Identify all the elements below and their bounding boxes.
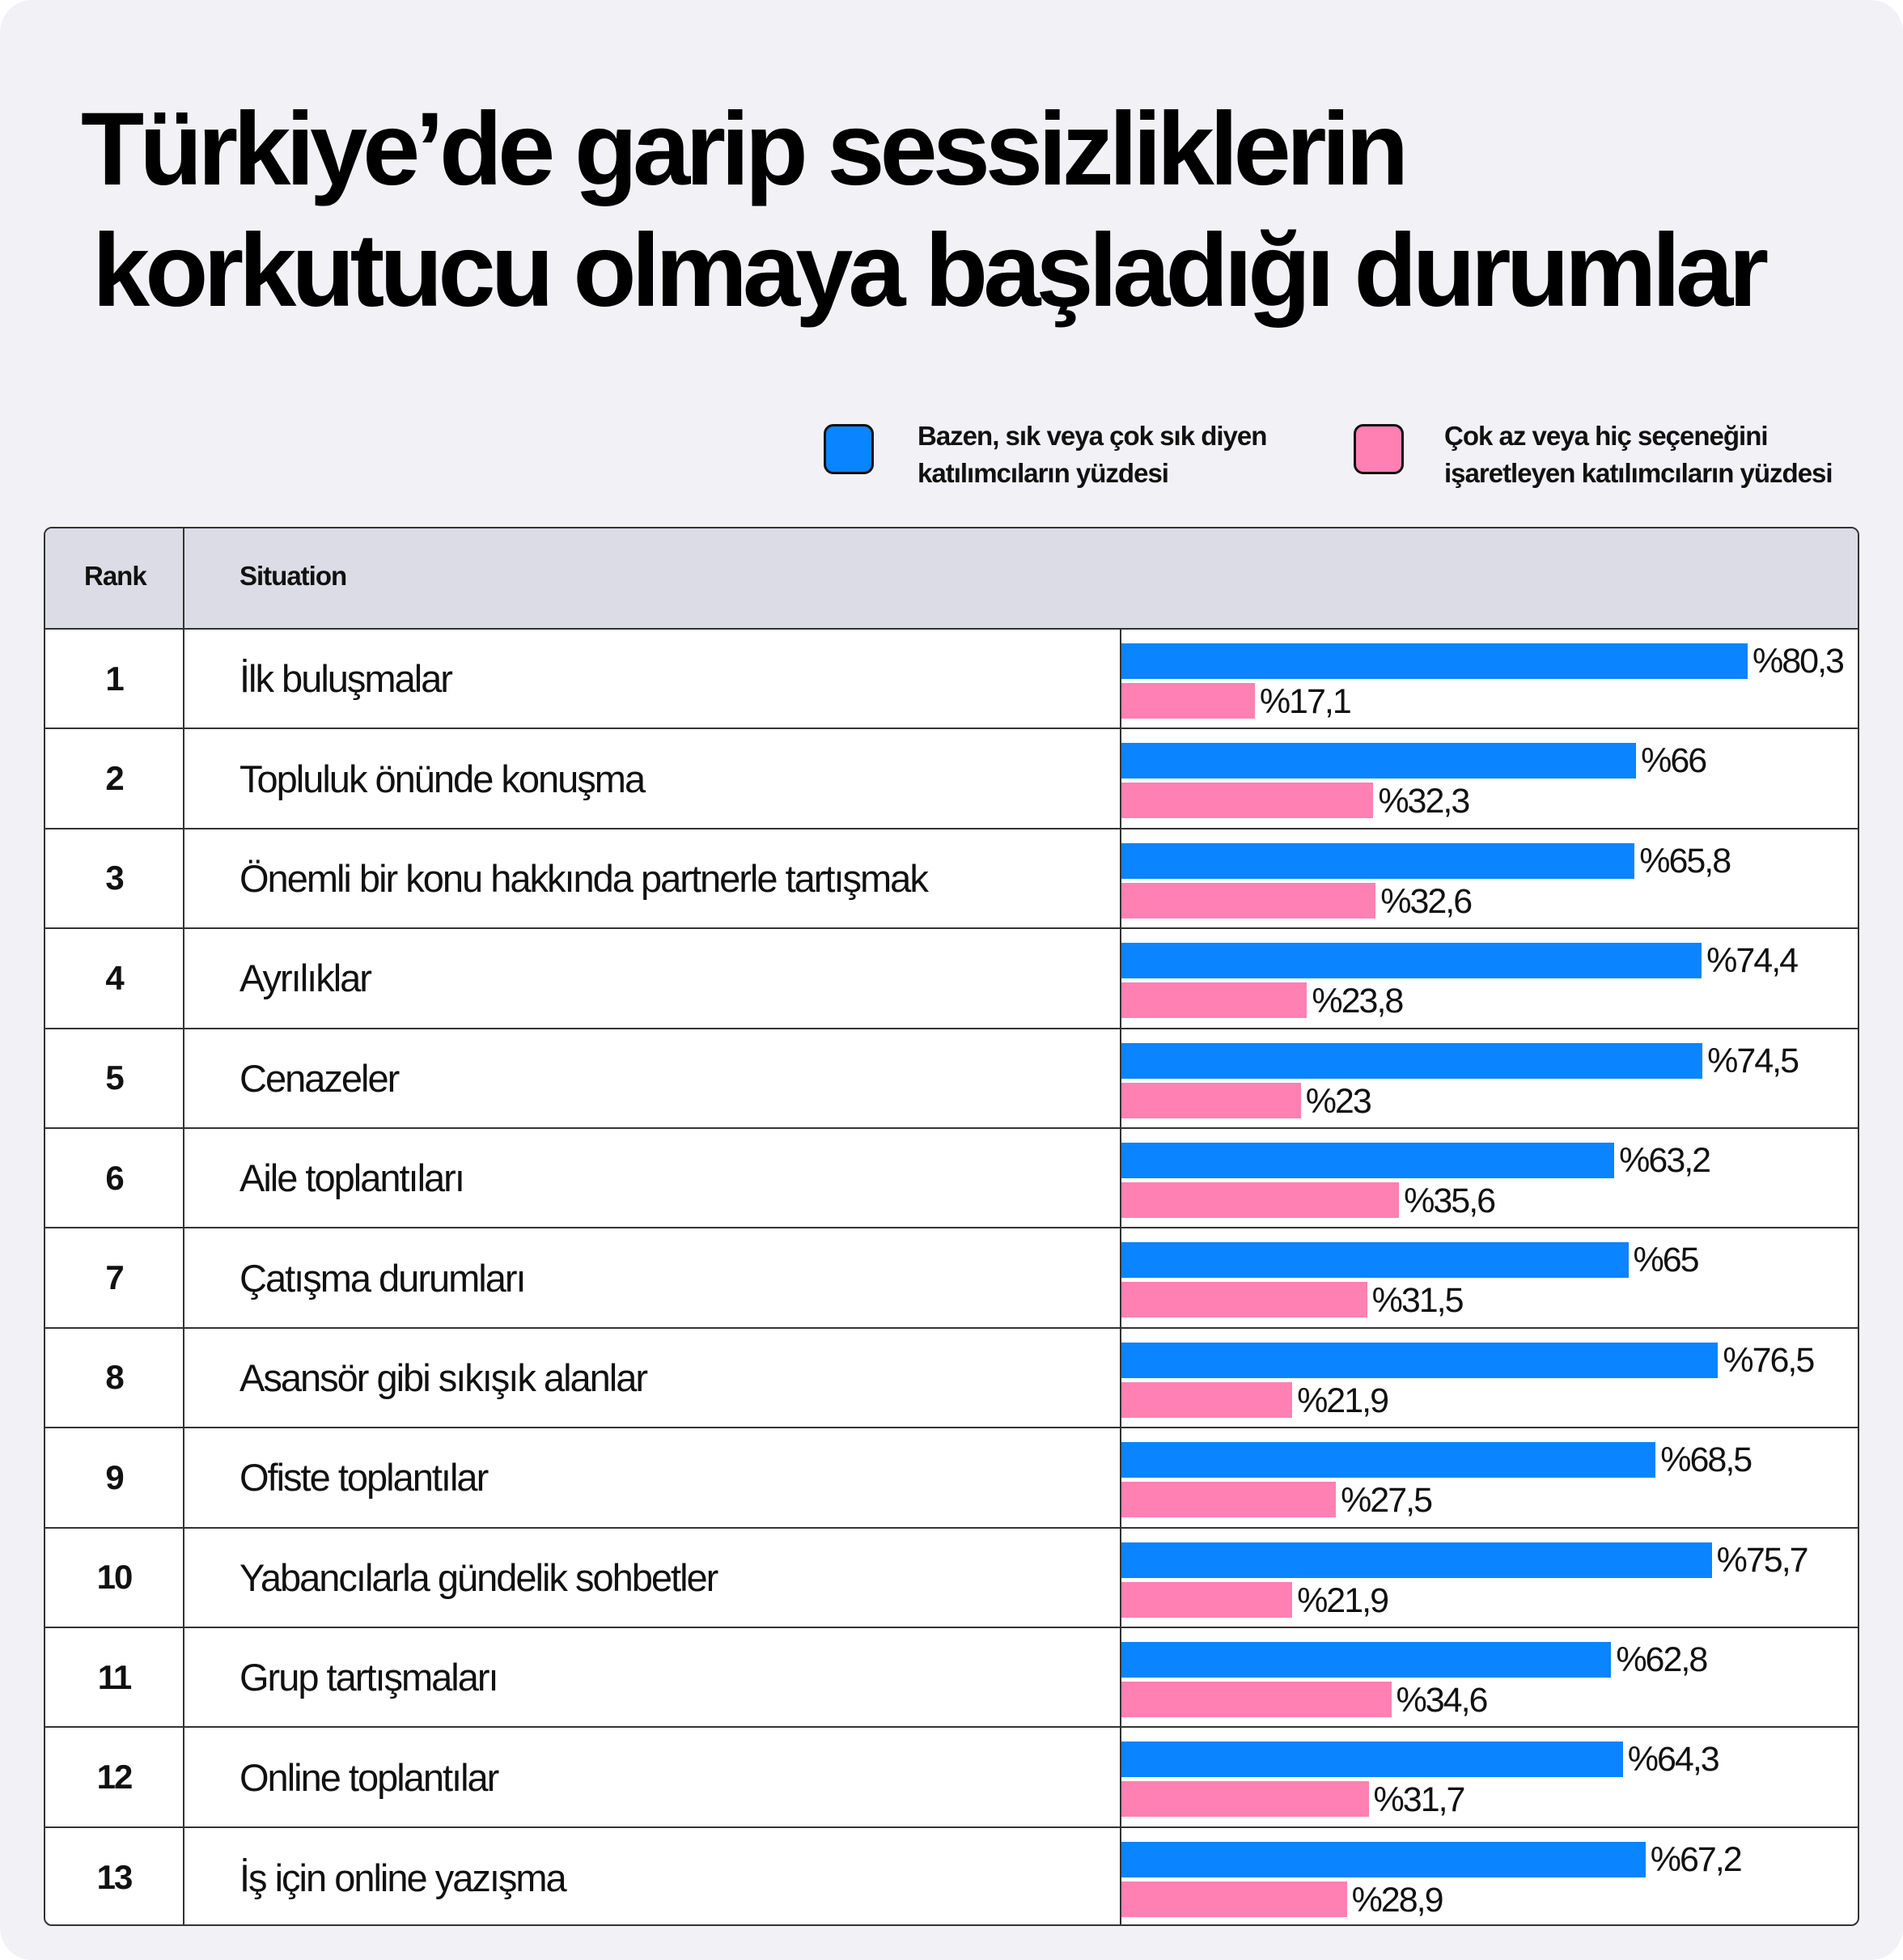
value-label-pink: %23 xyxy=(1305,1081,1371,1121)
value-label-blue: %63,2 xyxy=(1619,1141,1710,1180)
bar-blue xyxy=(1121,1242,1629,1278)
table-row xyxy=(45,1129,1858,1228)
situation-cell: Topluluk önünde konuşma xyxy=(239,757,645,800)
situation-cell: İş için online yazışma xyxy=(239,1856,566,1899)
rank-cell: 4 xyxy=(105,958,123,997)
bar-pink xyxy=(1121,1781,1369,1817)
situation-cell: Çatışma durumları xyxy=(239,1256,525,1300)
situation-cell: Ayrılıklar xyxy=(239,957,371,1000)
table-row xyxy=(45,729,1858,829)
bar-pink xyxy=(1121,1182,1399,1218)
table-row xyxy=(45,1828,1858,1926)
value-label-blue: %74,5 xyxy=(1707,1041,1799,1080)
page-title xyxy=(81,89,1861,332)
situation-cell: Grup tartışmaları xyxy=(239,1656,498,1699)
value-label-blue: %65,8 xyxy=(1639,841,1731,880)
value-label-pink: %23,8 xyxy=(1312,982,1403,1021)
value-label-blue: %80,3 xyxy=(1753,642,1843,681)
bar-blue xyxy=(1121,1343,1718,1378)
value-label-blue: %68,5 xyxy=(1660,1440,1752,1480)
bar-blue xyxy=(1121,1642,1611,1678)
rank-cell: 5 xyxy=(105,1058,123,1097)
bar-blue xyxy=(1121,1442,1655,1478)
bar-blue xyxy=(1121,1842,1646,1877)
header-situation: Situation xyxy=(239,561,347,591)
value-label-blue: %64,3 xyxy=(1627,1740,1719,1780)
table-row xyxy=(45,1329,1858,1428)
situation-cell: Önemli bir konu hakkında partnerle tartışmak xyxy=(239,856,927,900)
legend-swatch-blue xyxy=(824,424,874,474)
situation-cell: İlk buluşmalar xyxy=(239,657,451,701)
bar-pink xyxy=(1121,683,1255,719)
situation-cell: Aile toplantıları xyxy=(239,1156,464,1200)
situation-cell: Cenazeler xyxy=(239,1056,399,1100)
rank-cell: 2 xyxy=(105,759,123,798)
bar-blue xyxy=(1121,1143,1614,1178)
bar-pink xyxy=(1121,1882,1347,1917)
situation-cell: Ofiste toplantılar xyxy=(239,1456,488,1500)
table-row xyxy=(45,1428,1858,1528)
table-row xyxy=(45,829,1858,929)
title-line-2: korkutucu olmaya başladığı durumlar xyxy=(92,213,1765,329)
legend-item-pink xyxy=(1354,418,1833,492)
table-row xyxy=(45,1029,1858,1129)
rank-cell: 6 xyxy=(105,1158,123,1197)
value-label-blue: %74,4 xyxy=(1706,941,1798,981)
table-row xyxy=(45,1628,1858,1728)
rank-cell: 9 xyxy=(105,1457,123,1496)
bar-pink xyxy=(1121,1083,1301,1118)
column-divider-bars xyxy=(1120,630,1121,1924)
bar-blue xyxy=(1121,843,1634,879)
value-label-pink: %17,1 xyxy=(1259,682,1350,721)
table-row xyxy=(45,929,1858,1029)
bar-blue xyxy=(1121,1542,1712,1578)
data-table xyxy=(44,527,1859,1926)
legend-label-pink: Çok az veya hiç seçeneğini işaretleyen katılımcıların yüzdesi xyxy=(1444,421,1833,488)
rank-cell: 11 xyxy=(97,1657,131,1696)
bar-blue xyxy=(1121,943,1702,978)
rank-cell: 7 xyxy=(105,1258,123,1297)
bar-pink xyxy=(1121,1282,1367,1317)
legend-item-blue xyxy=(824,418,1266,492)
situation-cell: Yabancılarla gündelik sohbetler xyxy=(239,1555,718,1599)
situation-cell: Online toplantılar xyxy=(239,1755,498,1799)
value-label-pink: %21,9 xyxy=(1297,1381,1388,1420)
bar-pink xyxy=(1121,783,1373,818)
bar-blue xyxy=(1121,643,1748,679)
legend-label-blue: Bazen, sık veya çok sık diyen katılımcıların yüzdesi xyxy=(918,421,1267,488)
rank-cell: 12 xyxy=(96,1758,132,1797)
value-label-pink: %35,6 xyxy=(1404,1182,1495,1220)
rank-cell: 13 xyxy=(96,1858,132,1897)
table-row xyxy=(45,1728,1858,1827)
value-label-blue: %76,5 xyxy=(1723,1340,1814,1380)
value-label-blue: %66 xyxy=(1641,741,1706,781)
value-label-pink: %31,7 xyxy=(1373,1780,1464,1820)
value-label-blue: %75,7 xyxy=(1716,1540,1808,1580)
bar-pink xyxy=(1121,1482,1336,1517)
rank-cell: 10 xyxy=(96,1558,132,1597)
value-label-pink: %32,3 xyxy=(1378,782,1469,821)
bar-blue xyxy=(1121,1742,1623,1777)
rank-cell: 8 xyxy=(105,1358,123,1397)
title-line-1: Türkiye’de garip sessizliklerin xyxy=(81,91,1405,207)
table-row xyxy=(45,1529,1858,1628)
value-label-blue: %67,2 xyxy=(1650,1839,1741,1879)
value-label-pink: %32,6 xyxy=(1380,881,1472,921)
bar-blue xyxy=(1121,1043,1702,1079)
rank-cell: 1 xyxy=(105,659,123,698)
bar-pink xyxy=(1121,982,1307,1018)
bar-pink xyxy=(1121,1382,1292,1418)
value-label-pink: %34,6 xyxy=(1396,1681,1487,1720)
bar-pink xyxy=(1121,883,1375,918)
value-label-pink: %27,5 xyxy=(1341,1481,1431,1521)
rank-cell: 3 xyxy=(105,859,123,897)
value-label-blue: %62,8 xyxy=(1616,1640,1707,1679)
table-row xyxy=(45,630,1858,729)
situation-cell: Asansör gibi sıkışık alanlar xyxy=(239,1355,647,1399)
value-label-blue: %65 xyxy=(1633,1241,1698,1280)
header-rank: Rank xyxy=(84,561,146,591)
value-label-pink: %28,9 xyxy=(1351,1880,1443,1920)
value-label-pink: %31,5 xyxy=(1371,1281,1463,1321)
legend-swatch-pink xyxy=(1354,424,1404,474)
bar-pink xyxy=(1121,1582,1292,1618)
column-divider-rank xyxy=(183,528,184,1924)
bar-pink xyxy=(1121,1682,1392,1717)
table-row xyxy=(45,1228,1858,1328)
value-label-pink: %21,9 xyxy=(1297,1580,1388,1620)
table-header xyxy=(45,528,1858,630)
bar-blue xyxy=(1121,743,1636,778)
